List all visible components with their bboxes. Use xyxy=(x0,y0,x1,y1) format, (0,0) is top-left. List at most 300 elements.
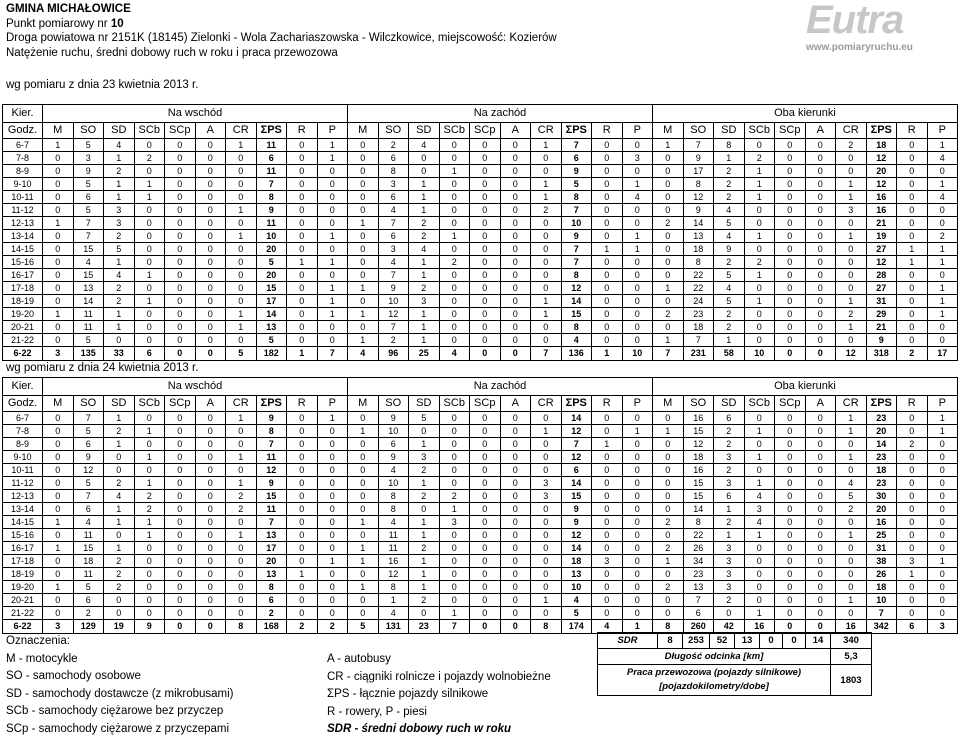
table-row xyxy=(3,464,958,477)
value-cell: 0 xyxy=(897,581,928,594)
total-cell: 7 xyxy=(653,347,684,361)
value-cell: 1 xyxy=(348,516,379,529)
value-cell: 0 xyxy=(439,178,470,191)
value-cell: 0 xyxy=(805,438,836,451)
value-cell: 1 xyxy=(409,568,440,581)
value-cell: 6 xyxy=(714,490,745,503)
total-cell: 0 xyxy=(500,620,531,634)
value-cell: 6 xyxy=(378,152,409,165)
col-header: M xyxy=(348,123,379,139)
value-cell: 1 xyxy=(104,412,135,425)
col-header: SCp xyxy=(470,396,501,412)
total-cell: 0 xyxy=(195,620,226,634)
value-cell: 0 xyxy=(805,477,836,490)
value-cell: 20 xyxy=(866,165,897,178)
value-cell: 1 xyxy=(836,191,867,204)
value-cell: 1 xyxy=(409,204,440,217)
traffic-table-day1 xyxy=(2,104,958,361)
value-cell: 0 xyxy=(470,555,501,568)
value-cell: 0 xyxy=(439,334,470,347)
value-cell: 1 xyxy=(134,477,165,490)
value-cell: 1 xyxy=(317,295,348,308)
value-cell: 2 xyxy=(714,165,745,178)
value-cell: 0 xyxy=(805,542,836,555)
value-cell: 0 xyxy=(195,542,226,555)
col-header: R xyxy=(897,123,928,139)
value-cell: 0 xyxy=(775,490,806,503)
table-row xyxy=(3,438,958,451)
value-cell: 0 xyxy=(805,334,836,347)
value-cell: 0 xyxy=(653,256,684,269)
value-cell: 0 xyxy=(836,516,867,529)
total-cell: 174 xyxy=(561,620,592,634)
value-cell: 0 xyxy=(348,243,379,256)
value-cell: 0 xyxy=(195,334,226,347)
value-cell: 2 xyxy=(653,581,684,594)
value-cell: 0 xyxy=(500,282,531,295)
value-cell: 4 xyxy=(714,282,745,295)
value-cell: 0 xyxy=(622,256,653,269)
value-cell: 2 xyxy=(226,503,257,516)
value-cell: 0 xyxy=(348,178,379,191)
total-cell: 0 xyxy=(165,347,196,361)
value-cell: 0 xyxy=(470,568,501,581)
hour-cell: 21-22 xyxy=(3,607,43,620)
value-cell: 4 xyxy=(104,269,135,282)
value-cell: 2 xyxy=(104,568,135,581)
value-cell: 0 xyxy=(165,568,196,581)
value-cell: 2 xyxy=(836,308,867,321)
col-header: SCp xyxy=(775,396,806,412)
value-cell: 1 xyxy=(317,139,348,152)
value-cell: 0 xyxy=(531,607,562,620)
value-cell: 0 xyxy=(775,581,806,594)
value-cell: 2 xyxy=(409,490,440,503)
value-cell: 1 xyxy=(348,334,379,347)
value-cell: 0 xyxy=(500,295,531,308)
value-cell: 4 xyxy=(622,191,653,204)
value-cell: 0 xyxy=(805,594,836,607)
value-cell: 4 xyxy=(836,477,867,490)
value-cell: 1 xyxy=(836,178,867,191)
value-cell: 0 xyxy=(836,256,867,269)
value-cell: 0 xyxy=(134,230,165,243)
value-cell: 2 xyxy=(104,230,135,243)
value-cell: 0 xyxy=(500,490,531,503)
value-cell: 0 xyxy=(927,269,958,282)
value-cell: 0 xyxy=(653,464,684,477)
value-cell: 7 xyxy=(256,438,287,451)
col-header: A xyxy=(500,396,531,412)
total-cell: 342 xyxy=(866,620,897,634)
value-cell: 1 xyxy=(226,529,257,542)
hour-cell: 18-19 xyxy=(3,295,43,308)
col-header: A xyxy=(195,396,226,412)
value-cell: 11 xyxy=(256,217,287,230)
sdr-value: 52 xyxy=(710,633,735,649)
value-cell: 0 xyxy=(195,607,226,620)
value-cell: 0 xyxy=(317,334,348,347)
col-header: M xyxy=(653,396,684,412)
value-cell: 0 xyxy=(317,243,348,256)
value-cell: 9 xyxy=(256,412,287,425)
value-cell: 0 xyxy=(775,412,806,425)
value-cell: 0 xyxy=(43,321,74,334)
value-cell: 1 xyxy=(622,243,653,256)
value-cell: 0 xyxy=(348,438,379,451)
value-cell: 8 xyxy=(561,269,592,282)
work-label-line2: [pojazdokilometry/dobe] xyxy=(659,681,769,692)
logo-url: www.pomiaryruchu.eu xyxy=(806,42,913,53)
value-cell: 4 xyxy=(714,230,745,243)
value-cell: 0 xyxy=(531,282,562,295)
value-cell: 0 xyxy=(470,139,501,152)
value-cell: 9 xyxy=(378,282,409,295)
value-cell: 0 xyxy=(165,178,196,191)
value-cell: 0 xyxy=(592,139,623,152)
value-cell: 0 xyxy=(622,334,653,347)
value-cell: 7 xyxy=(683,334,714,347)
value-cell: 0 xyxy=(43,425,74,438)
value-cell: 7 xyxy=(378,321,409,334)
value-cell: 2 xyxy=(714,516,745,529)
col-header: SD xyxy=(104,396,135,412)
value-cell: 0 xyxy=(165,490,196,503)
value-cell: 21 xyxy=(866,217,897,230)
value-cell: 0 xyxy=(531,503,562,516)
value-cell: 15 xyxy=(73,542,104,555)
value-cell: 0 xyxy=(195,269,226,282)
value-cell: 2 xyxy=(104,581,135,594)
value-cell: 0 xyxy=(622,503,653,516)
value-cell: 0 xyxy=(195,308,226,321)
value-cell: 0 xyxy=(470,477,501,490)
value-cell: 0 xyxy=(470,269,501,282)
value-cell: 6 xyxy=(683,607,714,620)
value-cell: 2 xyxy=(836,139,867,152)
col-header: SCb xyxy=(744,396,775,412)
value-cell: 0 xyxy=(195,529,226,542)
total-cell: 19 xyxy=(104,620,135,634)
value-cell: 0 xyxy=(43,568,74,581)
value-cell: 0 xyxy=(592,230,623,243)
value-cell: 0 xyxy=(287,243,318,256)
value-cell: 1 xyxy=(317,412,348,425)
col-header: R xyxy=(287,396,318,412)
value-cell: 1 xyxy=(226,204,257,217)
legend-item: R - rowery, P - piesi xyxy=(327,705,427,718)
value-cell: 0 xyxy=(165,295,196,308)
value-cell: 4 xyxy=(561,594,592,607)
value-cell: 0 xyxy=(836,282,867,295)
value-cell: 1 xyxy=(836,529,867,542)
value-cell: 0 xyxy=(226,165,257,178)
value-cell: 2 xyxy=(104,295,135,308)
value-cell: 4 xyxy=(561,334,592,347)
value-cell: 9 xyxy=(378,412,409,425)
value-cell: 0 xyxy=(775,568,806,581)
col-header: R xyxy=(897,396,928,412)
value-cell: 0 xyxy=(592,490,623,503)
value-cell: 1 xyxy=(409,581,440,594)
value-cell: 4 xyxy=(378,256,409,269)
total-cell: 4 xyxy=(592,620,623,634)
value-cell: 0 xyxy=(348,464,379,477)
value-cell: 0 xyxy=(531,555,562,568)
col-header: CR xyxy=(836,396,867,412)
value-cell: 0 xyxy=(775,295,806,308)
value-cell: 28 xyxy=(866,269,897,282)
value-cell: 15 xyxy=(256,282,287,295)
value-cell: 0 xyxy=(592,204,623,217)
col-header: M xyxy=(43,396,74,412)
value-cell: 3 xyxy=(592,555,623,568)
value-cell: 5 xyxy=(561,178,592,191)
value-cell: 0 xyxy=(622,581,653,594)
value-cell: 2 xyxy=(653,542,684,555)
length-label: Długość odcinka [km] xyxy=(598,649,831,665)
value-cell: 1 xyxy=(226,412,257,425)
value-cell: 0 xyxy=(653,490,684,503)
value-cell: 13 xyxy=(256,529,287,542)
total-cell: 2 xyxy=(287,620,318,634)
value-cell: 0 xyxy=(805,204,836,217)
value-cell: 0 xyxy=(500,529,531,542)
value-cell: 0 xyxy=(348,165,379,178)
col-header: R xyxy=(592,123,623,139)
value-cell: 0 xyxy=(775,230,806,243)
value-cell: 0 xyxy=(195,555,226,568)
value-cell: 0 xyxy=(409,152,440,165)
value-cell: 0 xyxy=(500,594,531,607)
value-cell: 0 xyxy=(653,503,684,516)
value-cell: 0 xyxy=(805,295,836,308)
value-cell: 0 xyxy=(805,282,836,295)
value-cell: 0 xyxy=(836,217,867,230)
value-cell: 20 xyxy=(256,243,287,256)
hour-cell: 19-20 xyxy=(3,308,43,321)
value-cell: 0 xyxy=(531,217,562,230)
value-cell: 0 xyxy=(775,555,806,568)
value-cell: 7 xyxy=(561,139,592,152)
value-cell: 0 xyxy=(287,165,318,178)
value-cell: 0 xyxy=(165,555,196,568)
value-cell: 1 xyxy=(836,451,867,464)
col-header: A xyxy=(500,123,531,139)
value-cell: 5 xyxy=(73,334,104,347)
value-cell: 11 xyxy=(378,529,409,542)
value-cell: 3 xyxy=(104,217,135,230)
value-cell: 22 xyxy=(683,529,714,542)
value-cell: 0 xyxy=(195,503,226,516)
value-cell: 0 xyxy=(43,412,74,425)
value-cell: 0 xyxy=(775,503,806,516)
value-cell: 0 xyxy=(470,256,501,269)
value-cell: 1 xyxy=(134,516,165,529)
value-cell: 0 xyxy=(226,516,257,529)
value-cell: 0 xyxy=(195,152,226,165)
value-cell: 3 xyxy=(104,204,135,217)
value-cell: 0 xyxy=(195,438,226,451)
hour-cell: 16-17 xyxy=(3,542,43,555)
logo-word: Eutra xyxy=(806,0,904,42)
value-cell: 8 xyxy=(378,503,409,516)
value-cell: 1 xyxy=(592,243,623,256)
value-cell: 1 xyxy=(134,451,165,464)
value-cell: 2 xyxy=(104,477,135,490)
value-cell: 0 xyxy=(592,321,623,334)
value-cell: 0 xyxy=(622,516,653,529)
value-cell: 0 xyxy=(317,451,348,464)
value-cell: 0 xyxy=(439,295,470,308)
value-cell: 0 xyxy=(348,191,379,204)
value-cell: 0 xyxy=(592,529,623,542)
value-cell: 1 xyxy=(134,269,165,282)
value-cell: 0 xyxy=(317,438,348,451)
value-cell: 1 xyxy=(409,256,440,269)
value-cell: 0 xyxy=(805,516,836,529)
value-cell: 1 xyxy=(104,152,135,165)
value-cell: 10 xyxy=(561,217,592,230)
col-header: ΣPS xyxy=(256,123,287,139)
value-cell: 0 xyxy=(531,542,562,555)
value-cell: 0 xyxy=(500,191,531,204)
value-cell: 1 xyxy=(226,451,257,464)
value-cell: 0 xyxy=(43,334,74,347)
value-cell: 5 xyxy=(561,607,592,620)
value-cell: 0 xyxy=(43,464,74,477)
value-cell: 0 xyxy=(348,230,379,243)
value-cell: 0 xyxy=(226,152,257,165)
value-cell: 0 xyxy=(592,516,623,529)
value-cell: 31 xyxy=(866,295,897,308)
sdr-value: 8 xyxy=(658,633,683,649)
value-cell: 0 xyxy=(470,425,501,438)
value-cell: 0 xyxy=(592,282,623,295)
value-cell: 0 xyxy=(195,490,226,503)
value-cell: 0 xyxy=(927,503,958,516)
value-cell: 1 xyxy=(104,178,135,191)
value-cell: 0 xyxy=(500,516,531,529)
value-cell: 0 xyxy=(134,568,165,581)
value-cell: 0 xyxy=(470,191,501,204)
value-cell: 0 xyxy=(836,152,867,165)
value-cell: 0 xyxy=(927,438,958,451)
value-cell: 0 xyxy=(287,139,318,152)
value-cell: 0 xyxy=(348,269,379,282)
value-cell: 5 xyxy=(714,295,745,308)
hour-cell: 20-21 xyxy=(3,321,43,334)
value-cell: 14 xyxy=(73,295,104,308)
value-cell: 4 xyxy=(744,490,775,503)
table-row xyxy=(3,425,958,438)
value-cell: 9 xyxy=(683,152,714,165)
value-cell: 1 xyxy=(409,555,440,568)
value-cell: 0 xyxy=(165,529,196,542)
value-cell: 15 xyxy=(256,490,287,503)
value-cell: 15 xyxy=(73,269,104,282)
value-cell: 0 xyxy=(592,178,623,191)
value-cell: 0 xyxy=(470,542,501,555)
value-cell: 0 xyxy=(134,139,165,152)
value-cell: 1 xyxy=(744,477,775,490)
value-cell: 8 xyxy=(561,321,592,334)
col-header: P xyxy=(927,396,958,412)
table-row xyxy=(3,282,958,295)
value-cell: 11 xyxy=(73,321,104,334)
value-cell: 15 xyxy=(73,243,104,256)
value-cell: 0 xyxy=(836,607,867,620)
value-cell: 1 xyxy=(104,191,135,204)
value-cell: 15 xyxy=(683,490,714,503)
value-cell: 0 xyxy=(165,477,196,490)
value-cell: 13 xyxy=(683,581,714,594)
value-cell: 0 xyxy=(348,607,379,620)
table-row xyxy=(3,139,958,152)
value-cell: 1 xyxy=(927,425,958,438)
value-cell: 4 xyxy=(104,139,135,152)
value-cell: 0 xyxy=(195,594,226,607)
value-cell: 0 xyxy=(592,477,623,490)
value-cell: 9 xyxy=(73,451,104,464)
value-cell: 0 xyxy=(592,451,623,464)
value-cell: 2 xyxy=(744,152,775,165)
hour-cell: 11-12 xyxy=(3,477,43,490)
col-header: R xyxy=(592,396,623,412)
value-cell: 11 xyxy=(73,568,104,581)
value-cell: 1 xyxy=(409,321,440,334)
value-cell: 17 xyxy=(683,165,714,178)
value-cell: 0 xyxy=(317,581,348,594)
value-cell: 0 xyxy=(226,438,257,451)
value-cell: 0 xyxy=(439,412,470,425)
value-cell: 0 xyxy=(226,581,257,594)
sdr-value: 0 xyxy=(760,633,783,649)
value-cell: 0 xyxy=(531,529,562,542)
value-cell: 0 xyxy=(744,334,775,347)
value-cell: 16 xyxy=(866,204,897,217)
sdr-label: SDR xyxy=(598,633,658,649)
col-header: CR xyxy=(226,396,257,412)
value-cell: 1 xyxy=(226,477,257,490)
value-cell: 1 xyxy=(744,451,775,464)
value-cell: 2 xyxy=(927,230,958,243)
value-cell: 1 xyxy=(714,529,745,542)
table-row xyxy=(3,204,958,217)
col-header: ΣPS xyxy=(561,123,592,139)
value-cell: 2 xyxy=(134,152,165,165)
value-cell: 7 xyxy=(866,607,897,620)
total-cell: 8 xyxy=(653,620,684,634)
value-cell: 10 xyxy=(378,295,409,308)
total-cell: 1 xyxy=(287,347,318,361)
value-cell: 1 xyxy=(897,256,928,269)
value-cell: 0 xyxy=(531,451,562,464)
value-cell: 5 xyxy=(73,178,104,191)
value-cell: 0 xyxy=(927,204,958,217)
value-cell: 0 xyxy=(775,529,806,542)
value-cell: 0 xyxy=(592,165,623,178)
total-cell: 96 xyxy=(378,347,409,361)
value-cell: 1 xyxy=(104,308,135,321)
value-cell: 0 xyxy=(531,464,562,477)
value-cell: 24 xyxy=(683,295,714,308)
value-cell: 1 xyxy=(287,568,318,581)
value-cell: 0 xyxy=(897,191,928,204)
table-row xyxy=(3,516,958,529)
value-cell: 1 xyxy=(409,516,440,529)
legend-item: SD - samochody dostawcze (z mikrobusami) xyxy=(6,687,234,700)
